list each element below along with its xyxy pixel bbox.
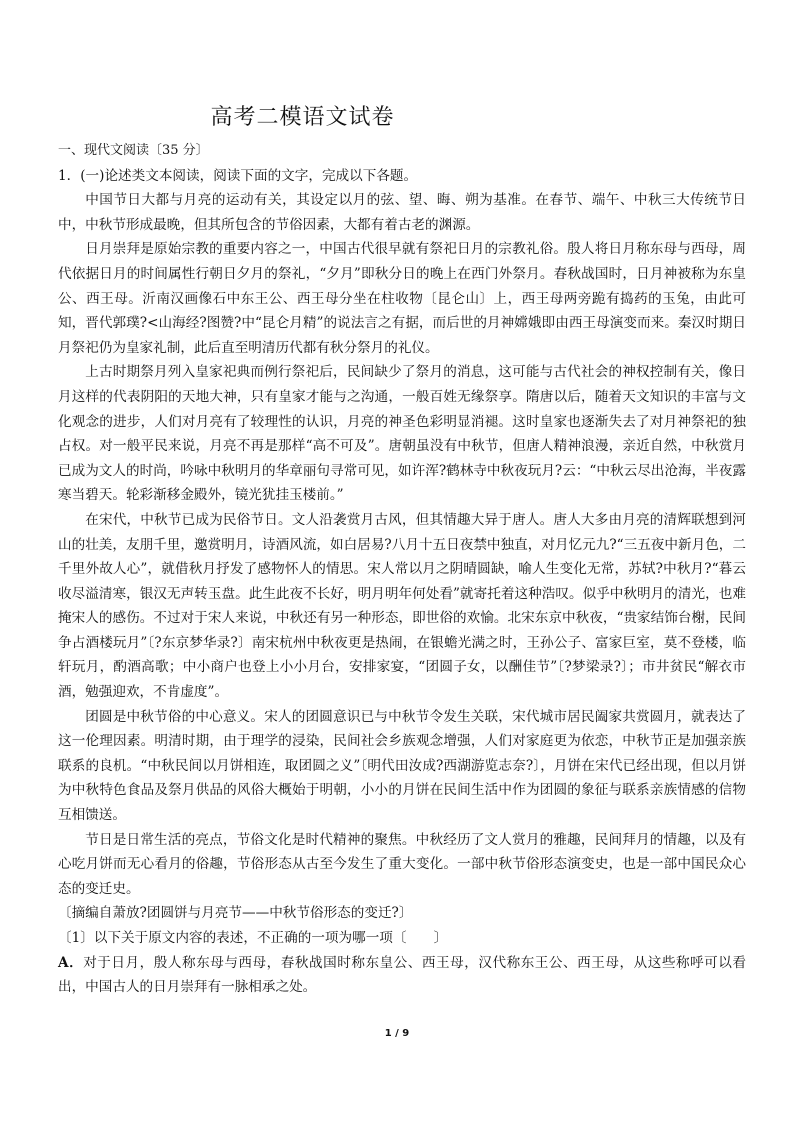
passage-paragraph: 团圆是中秋节俗的中心意义。宋人的团圆意识已与中秋节令发生关联，宋代城市居民阖家共赏圆月，就表达了这一伦理因素。明清时期，由于理学的浸染，民间社会乡族观念增强，人们对家庭更为依恋，中秋节正是加强亲族联系的良机。“中秋民间以月饼相连，取团圆之义”〔明代田汝成?西湖游览志奈?〕，月饼在宋代已经出现，但以月饼为中秋特色食品及祭月供品的风俗大概始于明朝，小小的月饼在民间生活中作为团圆的象征与联系亲族情感的信物互相馈送。 xyxy=(58,708,746,824)
passage-paragraph: 在宋代，中秋节已成为民俗节日。文人沿袭赏月古风，但其情趣大异于唐人。唐人大多由月亮的清辉联想到河山的壮美，友朋千里，邀赏明月，诗酒风流，如白居易?八月十五日夜禁中独直，对月忆元九?“三五夜中新月色，二千里外故人心”，就借秋月抒发了感物怀人的情思。宋人常以月之阴晴圆缺，喻人生变化无常，苏轼?中秋月?“暮云收尽溢清寒，银汉无声转玉盘。此生此夜不长好，明月明年何处看”就寄托着这种浩叹。似乎中秋明月的清光，也难掩宋人的感伤。不过对于宋人来说，中秋还有另一种形态，即世俗的欢愉。北宋东京中秋夜，“贵家结饰台榭，民间争占酒楼玩月”〔?东京梦华录?〕南宋杭州中秋夜更是热闹，在银蟾光满之时，王孙公子、富家巨室，莫不登楼，临轩玩月，酌酒高歌；中小商户也登上小小月台，安排家宴，“团圆子女，以酬佳节”〔?梦梁录?〕；市井贫民“解衣市酒，勉强迎欢，不肯虚度”。 xyxy=(58,511,746,701)
passage-source: 〔摘编自萧放?团圆饼与月亮节——中秋节俗形态的变迁?〕 xyxy=(58,905,413,922)
section-heading: 一、现代文阅读〔35 分〕 xyxy=(58,143,209,158)
option-a xyxy=(58,951,746,1000)
passage-paragraph: 节日是日常生活的亮点，节俗文化是时代精神的聚焦。中秋经历了文人赏月的雅趣，民间拜月的情趣，以及有心吃月饼而无心看月的俗趣，节俗形态从古至今发生了重大变化。一部中秋节俗形态演变史，也是一部中国民众心态的变迁史。 xyxy=(58,831,746,897)
passage-paragraph: 日月崇拜是原始宗教的重要内容之一，中国古代很早就有祭祀日月的宗教礼俗。殷人将日月称东母与西母，周代依据日月的时间属性行朝日夕月的祭礼，“夕月”即秋分日的晚上在西门外祭月。春秋战国时，日月神被称为东皇公、西王母。沂南汉画像石中东王公、西王母分坐在柱收物〔昆仑山〕上，西王母两旁跪有捣药的玉兔，由此可知，晋代郭璞?<山海经?图赞?中“昆仑月精”的说法言之有据，而后世的月神嫦娥即由西王母演变而来。秦汉时期日月祭祀仍为皇家礼制，此后直至明清历代都有秋分祭月的礼仪。 xyxy=(58,241,746,356)
option-a-text: 对于日月，殷人称东母与西母，春秋战国时称东皇公、西王母，汉代称东王公、西王母，从这些称呼可以看出，中国古人的日月崇拜有一脉相承之处。 xyxy=(58,954,746,996)
sub-question: 〔1〕以下关于原文内容的表述，不正确的一项为哪一项〔 〕 xyxy=(58,930,448,946)
page-number: 1 / 9 xyxy=(384,1028,410,1039)
option-a-letter: A． xyxy=(58,954,84,971)
passage-paragraph: 中国节日大都与月亮的运动有关，其设定以月的弦、望、晦、朔为基准。在春节、端午、中秋三大传统节日中，中秋节形成最晚，但其所包含的节俗因素，大都有着古老的渊源。 xyxy=(58,192,746,233)
document-title: 高考二模语文试卷 xyxy=(210,105,395,130)
document-body xyxy=(58,139,746,1000)
question-intro: 1．(一)论述类文本阅读，阅读下面的文字，完成以下各题。 xyxy=(58,167,418,184)
passage-paragraph: 上古时期祭月列入皇家祀典而例行祭祀后，民间缺少了祭月的消息，这可能与古代社会的神权控制有关，像日月这样的代表阴阳的天地大神，只有皇家才能与之沟通，一般百姓无缘祭享。隋唐以后，随着天文知识的丰富与文化观念的进步，人们对月亮有了较理性的认识，月亮的神圣色彩明显消褪。这时皇家也逐渐失去了对月神祭祀的独占权。对一般平民来说，月亮不再是那样“高不可及”。唐朝虽没有中秋节，但唐人精神浪漫，亲近自然，中秋赏月已成为文人的时尚，吟咏中秋明月的华章丽句寻常可见，如许浑?鹤林寺中秋夜玩月?云：“中秋云尽出沧海，半夜露寒当碧天。轮彩渐移金殿外，镜光犹挂玉楼前。” xyxy=(58,364,746,504)
